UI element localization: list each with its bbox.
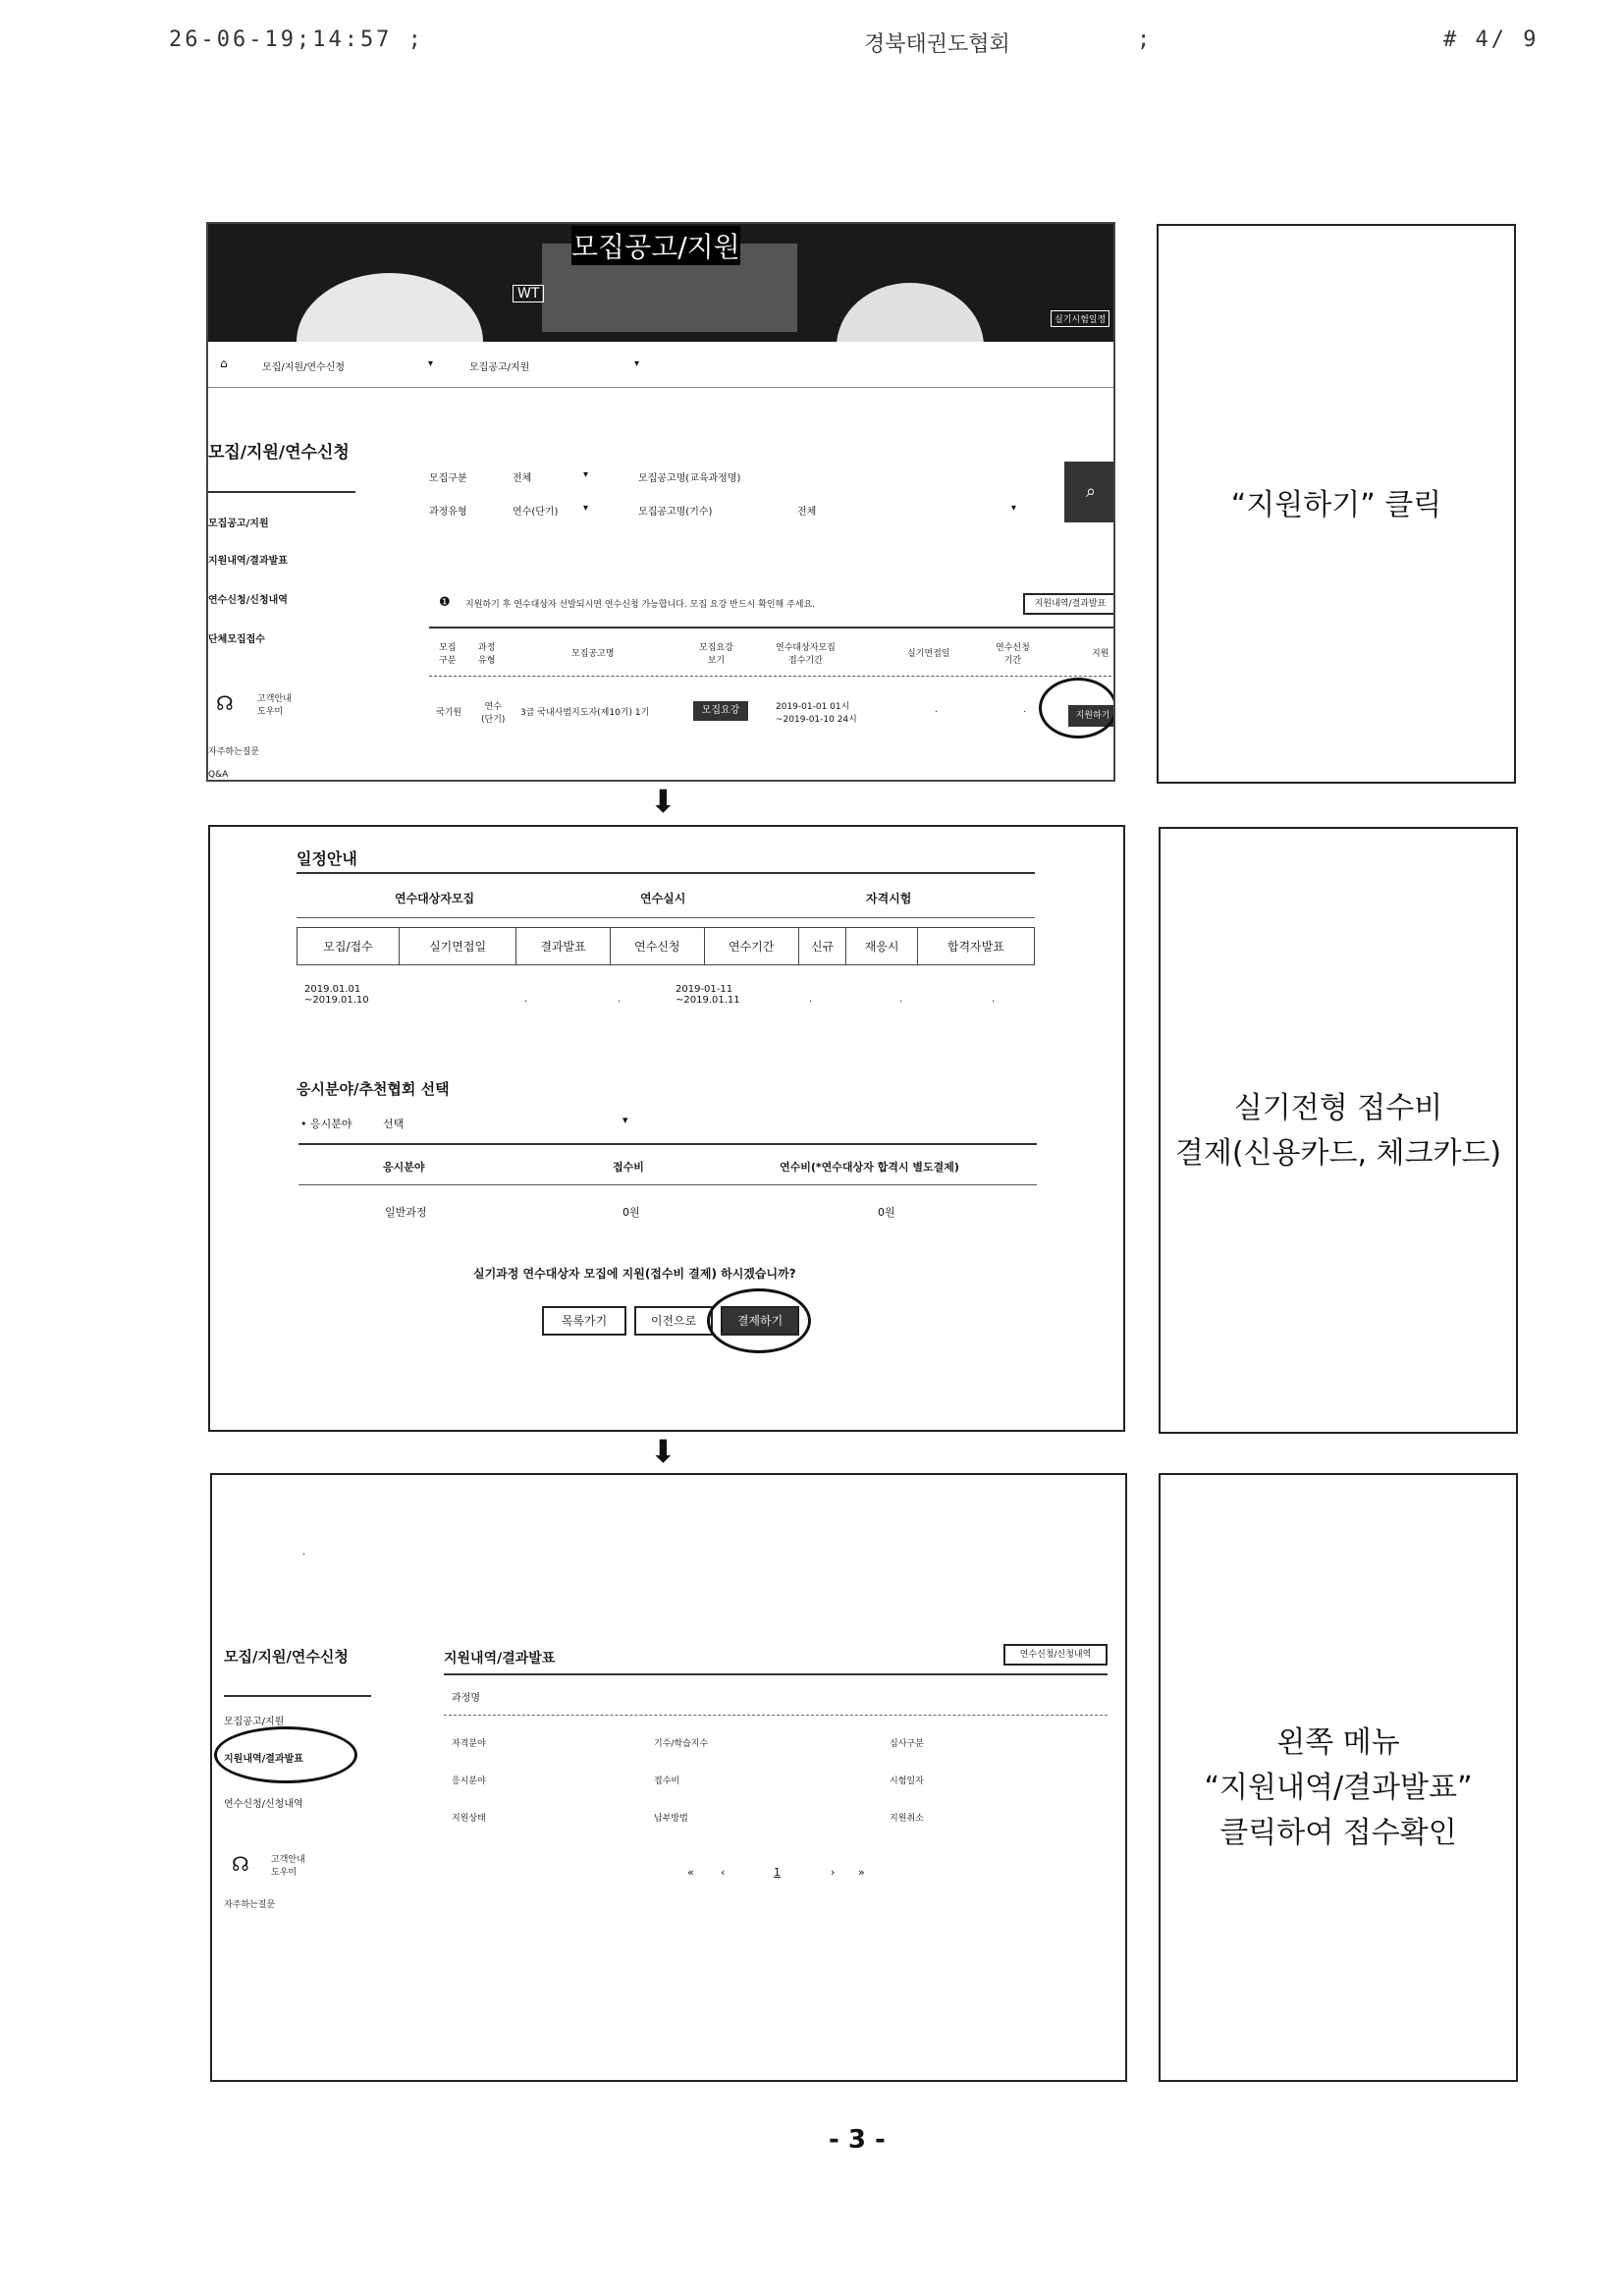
pay-button[interactable]: 결제하기: [721, 1306, 799, 1336]
subheader-period: 연수기간: [704, 928, 798, 965]
schedule-value-recruit: 2019.01.01 ~2019.01.10: [304, 984, 369, 1006]
table-top-border: [429, 627, 1115, 629]
schedule-group-divider: [297, 917, 1035, 918]
chevron-down-icon: ▾: [583, 469, 589, 480]
table-cell-type: 연수 (단기): [481, 702, 506, 725]
sidebar-item-history[interactable]: 지원내역/결과발표: [208, 556, 288, 567]
sidebar-item-training[interactable]: 연수신청/신청내역: [224, 1799, 303, 1810]
sidebar-item-recruit[interactable]: 모집공고/지원: [208, 519, 269, 529]
schedule-top-border: [297, 872, 1035, 874]
subheader-result: 결과발표: [516, 928, 611, 965]
subheader-recruit: 모집/접수: [298, 928, 400, 965]
field-label-term: 기수/학습지수: [654, 1739, 709, 1749]
breadcrumb-divider: [208, 387, 1115, 388]
page-number: - 3 -: [829, 2125, 886, 2155]
training-history-button[interactable]: 연수신청/신청내역: [1003, 1644, 1108, 1666]
step2-caption-line2: 결제(신용카드, 체크카드): [1174, 1136, 1502, 1171]
sidebar-item-recruit[interactable]: 모집공고/지원: [224, 1717, 285, 1727]
arrow-down-icon: ⬇: [650, 783, 676, 820]
faq-link[interactable]: 자주하는질문: [208, 747, 260, 757]
guide-button[interactable]: 모집요강: [693, 701, 748, 721]
help-label[interactable]: 고객안내 도우미: [271, 1855, 305, 1878]
table-header-guide: 모집요강 보기: [699, 643, 733, 666]
schedule-value-apply: .: [618, 994, 622, 1005]
filter-term-select[interactable]: 전체: [797, 507, 817, 518]
chevron-down-icon: ▾: [428, 358, 434, 369]
arrow-down-icon: ⬇: [650, 1433, 676, 1470]
chevron-down-icon: ▾: [634, 358, 640, 369]
table-cell-name[interactable]: 3급 국내사범지도자(제10기) 1기: [520, 708, 650, 718]
sidebar-title-underline: [208, 491, 355, 493]
stray-dot: ·: [302, 1550, 306, 1560]
subheader-retake: 재응시: [846, 928, 917, 965]
schedule-subheader-table: [297, 927, 1035, 965]
main-top-border: [444, 1673, 1108, 1675]
banner-wt-logo: WT: [513, 285, 544, 302]
step1-screenshot: [206, 222, 1115, 782]
breadcrumb-level1[interactable]: 모집/지원/연수신청: [262, 362, 346, 373]
step1-caption: “지원하기” 클릭: [1230, 488, 1442, 522]
banner-figure-right: [837, 283, 984, 342]
field-label-review: 심사구분: [890, 1739, 924, 1749]
fee-header-training: 연수비(*연수대상자 합격시 별도결제): [780, 1161, 959, 1174]
home-icon[interactable]: ⌂: [220, 356, 228, 370]
subheader-pass: 합격자발표: [917, 928, 1034, 965]
sidebar-title: 모집/지원/연수신청: [224, 1648, 349, 1666]
pagination-prev[interactable]: ‹: [721, 1866, 726, 1879]
step2-caption-box: [1159, 827, 1518, 1434]
fax-page-counter: # 4/ 9: [1443, 27, 1540, 52]
confirm-question: 실기과정 연수대상자 모집에 지원(접수비 결제) 하시겠습니까?: [473, 1267, 796, 1281]
search-button[interactable]: [1064, 462, 1115, 522]
schedule-title: 일정안내: [297, 849, 357, 868]
highlight-oval: [214, 1726, 357, 1783]
table-header-apply-period: 연수신청 기간: [996, 643, 1030, 666]
group-header-training: 연수실시: [640, 892, 686, 905]
table-header-category: 모집 구분: [439, 643, 457, 666]
table-header-period: 연수대상자모집 접수기간: [776, 643, 836, 666]
step1-caption-box: [1157, 224, 1516, 784]
highlight-oval: [707, 1288, 811, 1353]
group-header-exam: 자격시험: [866, 892, 912, 905]
banner-figure-left: [297, 273, 483, 342]
pagination-next[interactable]: ›: [831, 1866, 836, 1879]
chevron-down-icon: ▾: [1011, 503, 1017, 514]
qna-link[interactable]: Q&A: [208, 770, 229, 780]
table-header-apply: 지원: [1092, 649, 1109, 659]
pagination-last[interactable]: »: [858, 1866, 865, 1879]
sidebar-item-group[interactable]: 단체모집접수: [208, 634, 265, 645]
banner-title: 모집공고/지원: [571, 226, 740, 265]
headset-icon: ☊: [216, 691, 234, 715]
step3-screenshot: [210, 1473, 1127, 2082]
select-label: • 응시분야: [300, 1118, 352, 1130]
headset-icon: ☊: [232, 1852, 249, 1876]
table-header-divider: [429, 676, 1115, 677]
faq-link[interactable]: 자주하는질문: [224, 1900, 276, 1910]
field-label-field: 응시분야: [452, 1777, 486, 1786]
apply-button[interactable]: 지원하기: [1068, 705, 1115, 727]
table-header-interview: 실기면접일: [907, 649, 950, 659]
schedule-value-result: .: [524, 994, 528, 1005]
step2-caption-line1: 실기전형 접수비: [1233, 1091, 1443, 1125]
schedule-value-retake: .: [899, 994, 903, 1005]
subheader-interview: 실기면접일: [399, 928, 515, 965]
fee-header-field: 응시분야: [383, 1161, 425, 1174]
main-title: 지원내역/결과발표: [444, 1651, 556, 1667]
section-title: 응시분야/추천협회 선택: [297, 1080, 450, 1098]
field-label-date: 시험일자: [890, 1777, 924, 1786]
fee-cell-field: 일반과정: [385, 1206, 427, 1219]
table-cell-apply-period: .: [1023, 705, 1026, 715]
step3-caption-line3: 클릭하여 접수확인: [1219, 1816, 1457, 1850]
course-divider: [444, 1715, 1108, 1716]
pagination-first[interactable]: «: [687, 1866, 694, 1879]
field-label-payment: 납부방법: [654, 1814, 688, 1824]
step3-caption-line2: “지원내역/결과발표”: [1204, 1771, 1473, 1805]
breadcrumb-level2[interactable]: 모집공고/지원: [469, 362, 530, 373]
table-header-name: 모집공고명: [571, 649, 615, 659]
fee-header-divider: [298, 1184, 1037, 1185]
course-label: 과정명: [452, 1693, 480, 1704]
step3-caption-box: [1159, 1473, 1518, 2082]
list-button[interactable]: 목록가기: [542, 1306, 626, 1336]
field-label-cancel[interactable]: 지원취소: [890, 1814, 924, 1824]
subheader-new: 신규: [798, 928, 846, 965]
filter-category-select[interactable]: 전체: [513, 473, 532, 484]
table-cell-period: 2019-01-01 01시 ~2019-01-10 24시: [776, 702, 857, 725]
help-label[interactable]: 고객안내 도우미: [257, 694, 292, 717]
fax-separator: ;: [1137, 27, 1154, 52]
sidebar-title-underline: [224, 1695, 371, 1697]
fax-sender: 경북태권도협회: [864, 32, 1010, 57]
field-select[interactable]: 선택: [383, 1118, 405, 1130]
sidebar-item-history[interactable]: 지원내역/결과발표: [224, 1754, 303, 1765]
schedule-value-period: 2019-01-11 ~2019.01.11: [676, 984, 740, 1006]
field-label-qualification: 자격분야: [452, 1739, 486, 1749]
filter-label-category: 모집구분: [429, 473, 467, 484]
sidebar-item-training[interactable]: 연수신청/신청내역: [208, 595, 288, 606]
group-header-recruit: 연수대상자모집: [395, 892, 475, 905]
chevron-down-icon: ▾: [583, 503, 589, 514]
field-label-fee: 접수비: [654, 1777, 680, 1786]
fee-header-fee: 접수비: [613, 1161, 644, 1174]
step3-caption-line1: 왼쪽 메뉴: [1276, 1725, 1400, 1760]
fax-timestamp: 26-06-19;14:57 ;: [169, 27, 424, 52]
step2-screenshot: [208, 825, 1125, 1432]
subheader-apply: 연수신청: [610, 928, 704, 965]
fee-cell-fee: 0원: [622, 1206, 640, 1219]
notice-text: 지원하기 후 연수대상자 선발되시면 연수신청 가능합니다. 모집 요강 반드시 확인해 주세요.: [465, 600, 816, 610]
filter-type-select[interactable]: 연수(단기): [513, 507, 559, 518]
fee-cell-training: 0원: [878, 1206, 895, 1219]
notice-history-button[interactable]: 지원내역/결과발표: [1023, 593, 1115, 615]
previous-button[interactable]: 이전으로: [634, 1306, 713, 1336]
schedule-value-new: .: [809, 994, 813, 1005]
info-icon: ❶: [439, 595, 451, 610]
filter-label-term: 모집공고명(기수): [638, 507, 713, 518]
chevron-down-icon: ▾: [622, 1114, 628, 1126]
table-cell-interview: .: [935, 705, 938, 715]
fee-top-border: [298, 1143, 1037, 1145]
field-label-status: 지원상태: [452, 1814, 486, 1824]
pagination-page-1[interactable]: 1: [774, 1866, 781, 1879]
highlight-oval: [1039, 678, 1115, 738]
search-icon: ⌕: [1085, 481, 1097, 502]
schedule-value-pass: .: [992, 994, 996, 1005]
table-cell-category: 국기원: [436, 708, 462, 718]
table-header-type: 과정 유형: [478, 643, 496, 666]
banner-schedule-button[interactable]: 실기시험일정: [1051, 310, 1109, 327]
banner: [208, 224, 1115, 342]
filter-label-course: 모집공고명(교육과정명): [638, 473, 741, 484]
sidebar-title: 모집/지원/연수신청: [208, 443, 350, 463]
filter-label-type: 과정유형: [429, 507, 467, 518]
